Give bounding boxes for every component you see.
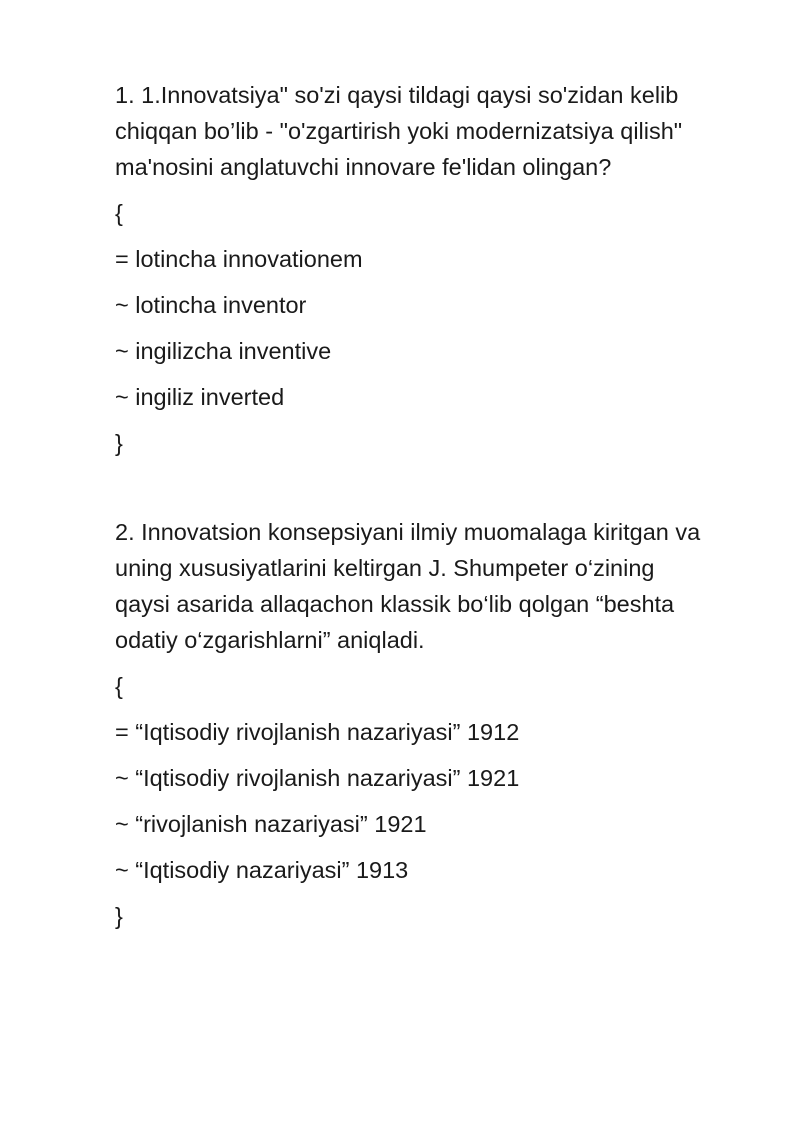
question-stem-line: 1. 1.Innovatsiya" so'zi qaysi tildagi qaysi so'zidan kelib [115, 82, 679, 108]
answer-option: ~ ingilizcha inventive [115, 338, 332, 364]
question-stem [115, 77, 735, 185]
close-brace: } [115, 430, 123, 456]
question-stem-line: chiqqan bo’lib - "o'zgartirish yoki modernizatsiya qilish" [115, 118, 683, 144]
answer-option: ~ “Iqtisodiy rivojlanish nazariyasi” 1921 [115, 765, 520, 791]
answer-option: ~ “Iqtisodiy nazariyasi” 1913 [115, 857, 409, 883]
question-stem-line: ma'nosini anglatuvchi innovare fe'lidan olingan? [115, 154, 612, 180]
open-brace: { [115, 200, 123, 226]
question-2 [115, 514, 735, 934]
question-stem-line: 2. Innovatsion konsepsiyani ilmiy muomalaga kiritgan va [115, 519, 701, 545]
close-brace: } [115, 903, 123, 929]
open-brace: { [115, 673, 123, 699]
question-stem [115, 514, 735, 658]
question-stem-line: qaysi asarida allaqachon klassik bo‘lib qolgan “beshta [115, 591, 675, 617]
answer-option: ~ “rivojlanish nazariyasi” 1921 [115, 811, 427, 837]
question-stem-line: odatiy o‘zgarishlarni” aniqladi. [115, 627, 425, 653]
answer-option-correct: = lotincha innovationem [115, 246, 363, 272]
answer-option-correct: = “Iqtisodiy rivojlanish nazariyasi” 1912 [115, 719, 520, 745]
answer-option: ~ lotincha inventor [115, 292, 307, 318]
question-stem-line: uning xususiyatlarini keltirgan J. Shumpeter o‘zining [115, 555, 655, 581]
answer-option: ~ ingiliz inverted [115, 384, 285, 410]
question-1 [115, 77, 735, 461]
